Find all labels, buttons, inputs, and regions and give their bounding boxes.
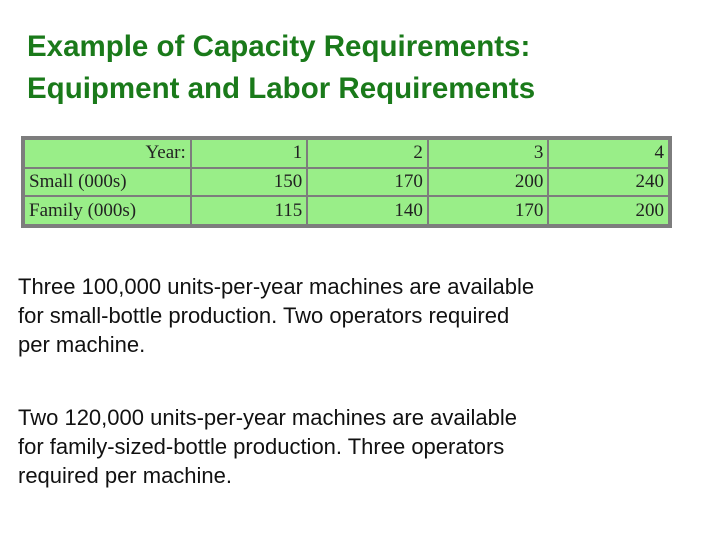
table-cell: 200 xyxy=(549,197,668,224)
paragraph-line: Two 120,000 units-per-year machines are available xyxy=(18,405,517,430)
paragraph-line: per machine. xyxy=(18,332,146,357)
slide-title xyxy=(27,26,707,110)
year-header-label: Year: xyxy=(25,140,190,167)
year-1-header: 1 xyxy=(192,140,307,167)
table-cell: 140 xyxy=(308,197,427,224)
year-4-header: 4 xyxy=(549,140,668,167)
title-line-1: Example of Capacity Requirements: xyxy=(27,30,531,63)
paragraph-line: for family-sized-bottle production. Three operators xyxy=(18,434,505,459)
year-2-header: 2 xyxy=(308,140,427,167)
table-cell: 200 xyxy=(429,169,548,196)
table-cell: 170 xyxy=(429,197,548,224)
table-cell: 150 xyxy=(192,169,307,196)
requirements-table xyxy=(23,138,670,226)
table-cell: 240 xyxy=(549,169,668,196)
paragraph-line: Three 100,000 units-per-year machines are available xyxy=(18,274,535,299)
table-cell: 170 xyxy=(308,169,427,196)
table-header-row xyxy=(25,140,668,167)
family-bottle-paragraph xyxy=(18,403,708,490)
row-label-family: Family (000s) xyxy=(25,197,190,224)
table-cell: 115 xyxy=(192,197,307,224)
row-label-small: Small (000s) xyxy=(25,169,190,196)
requirements-table-frame xyxy=(21,136,672,228)
paragraph-line: required per machine. xyxy=(18,463,233,488)
small-bottle-paragraph xyxy=(18,272,708,359)
title-line-2: Equipment and Labor Requirements xyxy=(27,72,536,105)
table-row-family xyxy=(25,197,668,224)
year-3-header: 3 xyxy=(429,140,548,167)
paragraph-line: for small-bottle production. Two operators required xyxy=(18,303,510,328)
table-row-small xyxy=(25,169,668,196)
